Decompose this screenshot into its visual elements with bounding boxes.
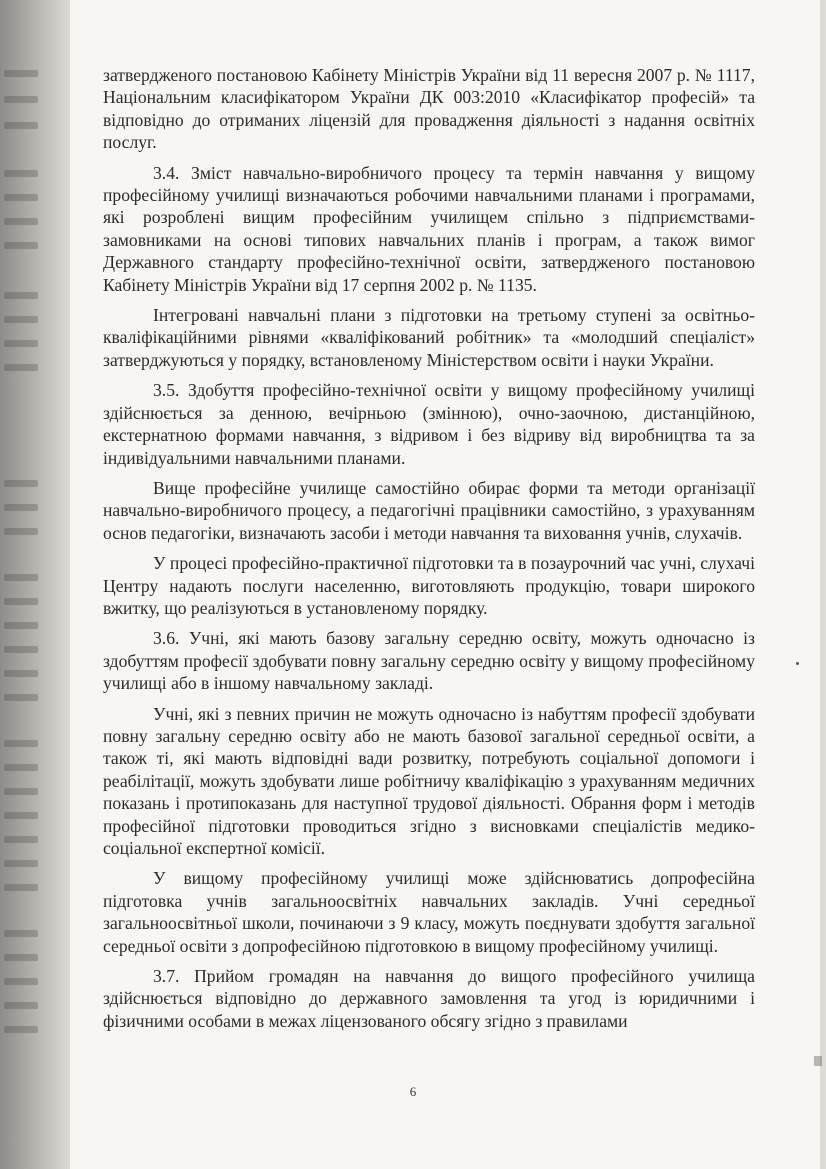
page-edge: [820, 0, 826, 1169]
paragraph: 3.4. Зміст навчально-виробничого процесу та термін навчання у вищому професійному училищі визначаються робочими навчальними планами і програмами, які розроблені вищим професійним училищем спільно з підприємствами-замовниками на основі типових навчальних планів і програм, а також вимог Державного стандарту професійно-технічної освіти, затвердженого постановою Кабінету Міністрів України від 17 серпня 2002 р. № 1135.: [103, 162, 755, 295]
page-number: 6: [409, 1084, 417, 1099]
paragraph: У вищому професійному училищі може здійснюватись допрофесійна підготовка учнів загальноосвітніх навчальних закладів. Учні середньої загальноосвітньої школи, починаючи з 9 класу, можуть поєднувати здобуття загальної середньої освіти з допрофесійною підготовкою в вищому професійному училищі.: [103, 868, 755, 956]
paragraph: Учні, які з певних причин не можуть одночасно із набуттям професії здобувати повну загальну середню освіту або не мають базової загальної середньої освіти, а також ті, які мають відповідні вади розвитку, потребують соціальної допомоги і реабілітації, можуть здобувати лише робітничу кваліфікацію з урахуванням медичних показань і протипоказань для наступної трудової діяльності. Обрання форм і методів професійної підготовки проводиться згідно з висновками спеціалістів медико-соціальної експертної комісії.: [103, 703, 755, 858]
paragraph: У процесі професійно-практичної підготовки та в позаурочний час учні, слухачі Центру надають послуги населенню, виготовляють продукцію, товари широкого вжитку, що реалізуються в установленому порядку.: [103, 553, 755, 618]
document-body: [103, 64, 755, 1040]
paragraph: 3.5. Здобуття професійно-технічної освіти у вищому професійному училищі здійснюється за денною, вечірньою (змінною), очно-заочною, дистанційною, екстернатною формами навчання, з відривом і без відриву від виробництва та за індивідуальними навчальними планами.: [103, 380, 755, 468]
paragraph: Вище професійне училище самостійно обирає форми та методи організації навчально-виробничого процесу, а педагогічні працівники самостійно, з урахуванням основ педагогіки, визначають засоби і методи навчання та виховання учнів, слухачів.: [103, 477, 755, 543]
paragraph: затвердженого постановою Кабінету Міністрів України від 11 вересня 2007 р. № 1117, Національним класифікатором України ДК 003:2010 «Класифікатор професій» та відповідно до отриманих ліцензій для провадження діяльності з надання освітніх послуг.: [103, 65, 755, 153]
paragraph: 3.7. Прийом громадян на навчання до вищого професійного училища здійснюється відповідно до державного замовлення та угод із юридичними і фізичними особами в межах ліцензованого обсягу згідно з правилами: [103, 966, 755, 1031]
edge-mark: [814, 1056, 822, 1066]
bleed-through-text: [4, 60, 44, 1110]
paragraph: 3.6. Учні, які мають базову загальну середню освіту, можуть одночасно із здобуттям професії здобувати повну загальну середню освіту у вищому професійному училищі або в іншому навчальному закладі.: [103, 628, 755, 694]
paragraph: Інтегровані навчальні плани з підготовки на третьому ступені за освітньо-кваліфікаційними рівнями «кваліфікований робітник» та «молодший спеціаліст» затверджуються у порядку, встановленому Міністерством освіти і науки України.: [103, 305, 755, 370]
scan-speck: [796, 662, 799, 665]
